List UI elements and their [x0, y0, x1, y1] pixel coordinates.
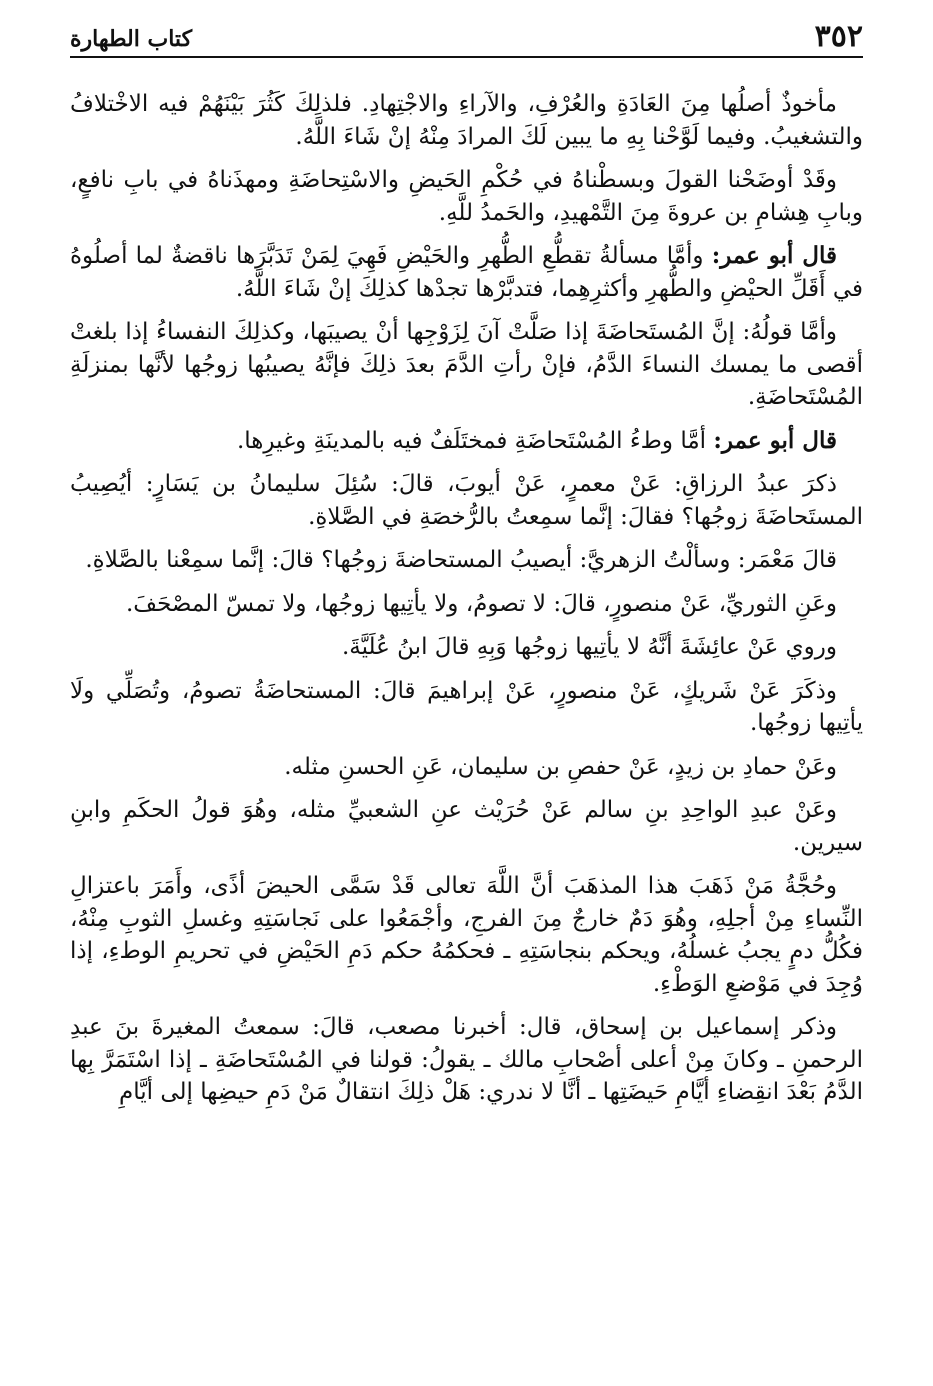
paragraph: [70, 164, 863, 229]
paragraph-text: وعَنْ عبدِ الواحِدِ بنِ سالم عَنْ حُرَيْث عنِ الشعبيِّ مثله، وهُوَ قولُ الحكَمِ وابنِ سيرين.: [70, 797, 863, 856]
paragraph: [70, 631, 863, 664]
paragraph-text: وروي عَنْ عائِشَةَ أنَّهُ لا يأتِيها زوجُها وَبِهِ قالَ ابنُ عُلَيَّةَ.: [341, 634, 837, 660]
speaker-label: قال أبو عمر:: [711, 242, 838, 269]
paragraph: [70, 588, 863, 621]
paragraph: [70, 751, 863, 784]
page-number: ٣٥٢: [814, 19, 863, 54]
paragraph: [70, 794, 863, 859]
paragraph-text: أمَّا وطءُ المُسْتَحاضَةِ فمختَلَفٌ فيه بالمدينَةِ وغيرِها.: [236, 427, 707, 454]
paragraph-text: ذكرَ عبدُ الرزاقِ: عَنْ معمرٍ، عَنْ أيوبَ، قالَ: سُئِلَ سليمانُ بن يَسَارٍ: أيُصِيبُ المستَحاضَةَ زوجُها؟ فقالَ: إنَّما سمِعتُ بالرُّخصَةِ في الصَّلاةِ.: [70, 471, 863, 530]
paragraph-text: وحُجَّةُ مَنْ ذَهَبَ هذا المذهَبَ أنَّ اللَّهَ تعالى قَدْ سَمَّى الحيضَ أذًى، وأَمَرَ باعتزالِ النِّساءِ مِنْ أجلِهِ، وهُوَ دَمٌ خارجٌ مِنَ الفرجِ، وأجْمَعُوا على نَجاسَتِهِ وغسلِ الثوبِ مِنْهُ، فكُلُّ دمٍ يجبُ غسلُهُ، ويحكم بنجاسَتِهِ ـ فحكمُهُ حكم دَمِ الحَيْضِ في تحريمِ الوطءِ، إذا وُجِدَ في مَوْضعِ الوَطْءِ.: [70, 873, 863, 997]
paragraph: [70, 544, 863, 577]
running-header: [70, 18, 863, 58]
paragraph-text: وذكر إسماعيل بن إسحاق، قال: أخبرنا مصعب، قالَ: سمعتُ المغيرةَ بنَ عبدِ الرحمنِ ـ وكانَ مِنْ أعلى أصْحابِ مالك ـ يقولُ: قولنا في المُسْتَحاضَةِ ـ إذا اسْتَمَرَّ بِها الدَّمُ بَعْدَ انقِضاءِ أيَّامِ حَيضَتِها ـ أنَّا لا ندري: هَلْ ذلِكَ انتقالٌ مَنْ دَمِ حيضِها إلى أيَّامِ: [70, 1014, 863, 1105]
paragraph-text: وأمَّا مسألةُ تقطُّعِ الطُّهرِ والحَيْضِ فَهِيَ لِمَنْ تَدَبَّرَها ناقضةٌ لما أصلُوهُ في أَقَلِّ الحيْضِ والطُّهرِ وأكثرِهِما، فتدبَّرْها تجدْها كذلِكَ إنْ شَاءَ اللَّهُ.: [70, 243, 863, 302]
paragraph: [70, 88, 863, 153]
book-title: كتاب الطهارة: [70, 26, 193, 52]
paragraph: [70, 425, 863, 458]
paragraph-text: وعَنِ الثوريِّ، عَنْ منصورٍ، قالَ: لا تصومُ، ولا يأتِيها زوجُها، ولا تمسّ المصْحَفَ.: [125, 590, 837, 617]
paragraph: [70, 468, 863, 533]
paragraph: [70, 240, 863, 305]
paragraph-text: وأمَّا قولُهُ: إنَّ المُستَحاضَةَ إذا صَلَّتْ آنَ لِزَوْجِها أنْ يصيبَها، وكذلِكَ النفساءُ إذا بلغتْ أقصى ما يمسك النساءَ الدَّمُ، فإنْ رأتِ الدَّمَ بعدَ ذلِكَ فإنَّهُ يصيبُها زوجُها لأنَّها بمنزلَةِ المُسْتَحاضَةِ.: [70, 319, 863, 410]
page-body: [70, 88, 863, 1109]
speaker-label: قال أبو عمر:: [713, 426, 837, 454]
paragraph: [70, 316, 863, 414]
paragraph-text: وقَدْ أوضَحْنا القولَ وبسطْناهُ في حُكْمِ الحَيضِ والاسْتِحاضَةِ ومهذَناهُ في بابِ نافعٍ، وبابِ هِشامِ بن عروةَ مِنَ التَّمْهيدِ، والحَمدُ للَّهِ.: [70, 167, 863, 226]
paragraph-text: وعَنْ حمادِ بن زيدٍ، عَنْ حفصِ بن سليمان، عَنِ الحسنِ مثله.: [284, 753, 837, 780]
paragraph: [70, 1011, 863, 1109]
paragraph: [70, 870, 863, 1000]
paragraph-text: مأخوذٌ أصلُها مِنَ العَادَةِ والعُرْفِ، والآراءِ والاجْتِهادِ. فلذلِكَ كَثُرَ بَيْنَهُمْ فيه الاخْتلافُ والتشغيبُ. وفيما لَوَّحْنا بِهِ ما يبين لَكَ المرادَ مِنْهُ إنْ شَاءَ اللَّهُ.: [70, 91, 863, 150]
paragraph-text: وذكَرَ عَنْ شَريكٍ، عَنْ منصورٍ، عَنْ إبراهيمَ قالَ: المستحاضَةُ تصومُ، وتُصَلِّي ولَا يأتِيها زوجُها.: [70, 677, 863, 736]
paragraph-text: قالَ مَعْمَر: وسألْتُ الزهريَّ: أيصيبُ المستحاضةَ زوجُها؟ قالَ: إنَّما سمِعْنا بالصَّلاةِ.: [85, 547, 837, 573]
paragraph: [70, 675, 863, 740]
